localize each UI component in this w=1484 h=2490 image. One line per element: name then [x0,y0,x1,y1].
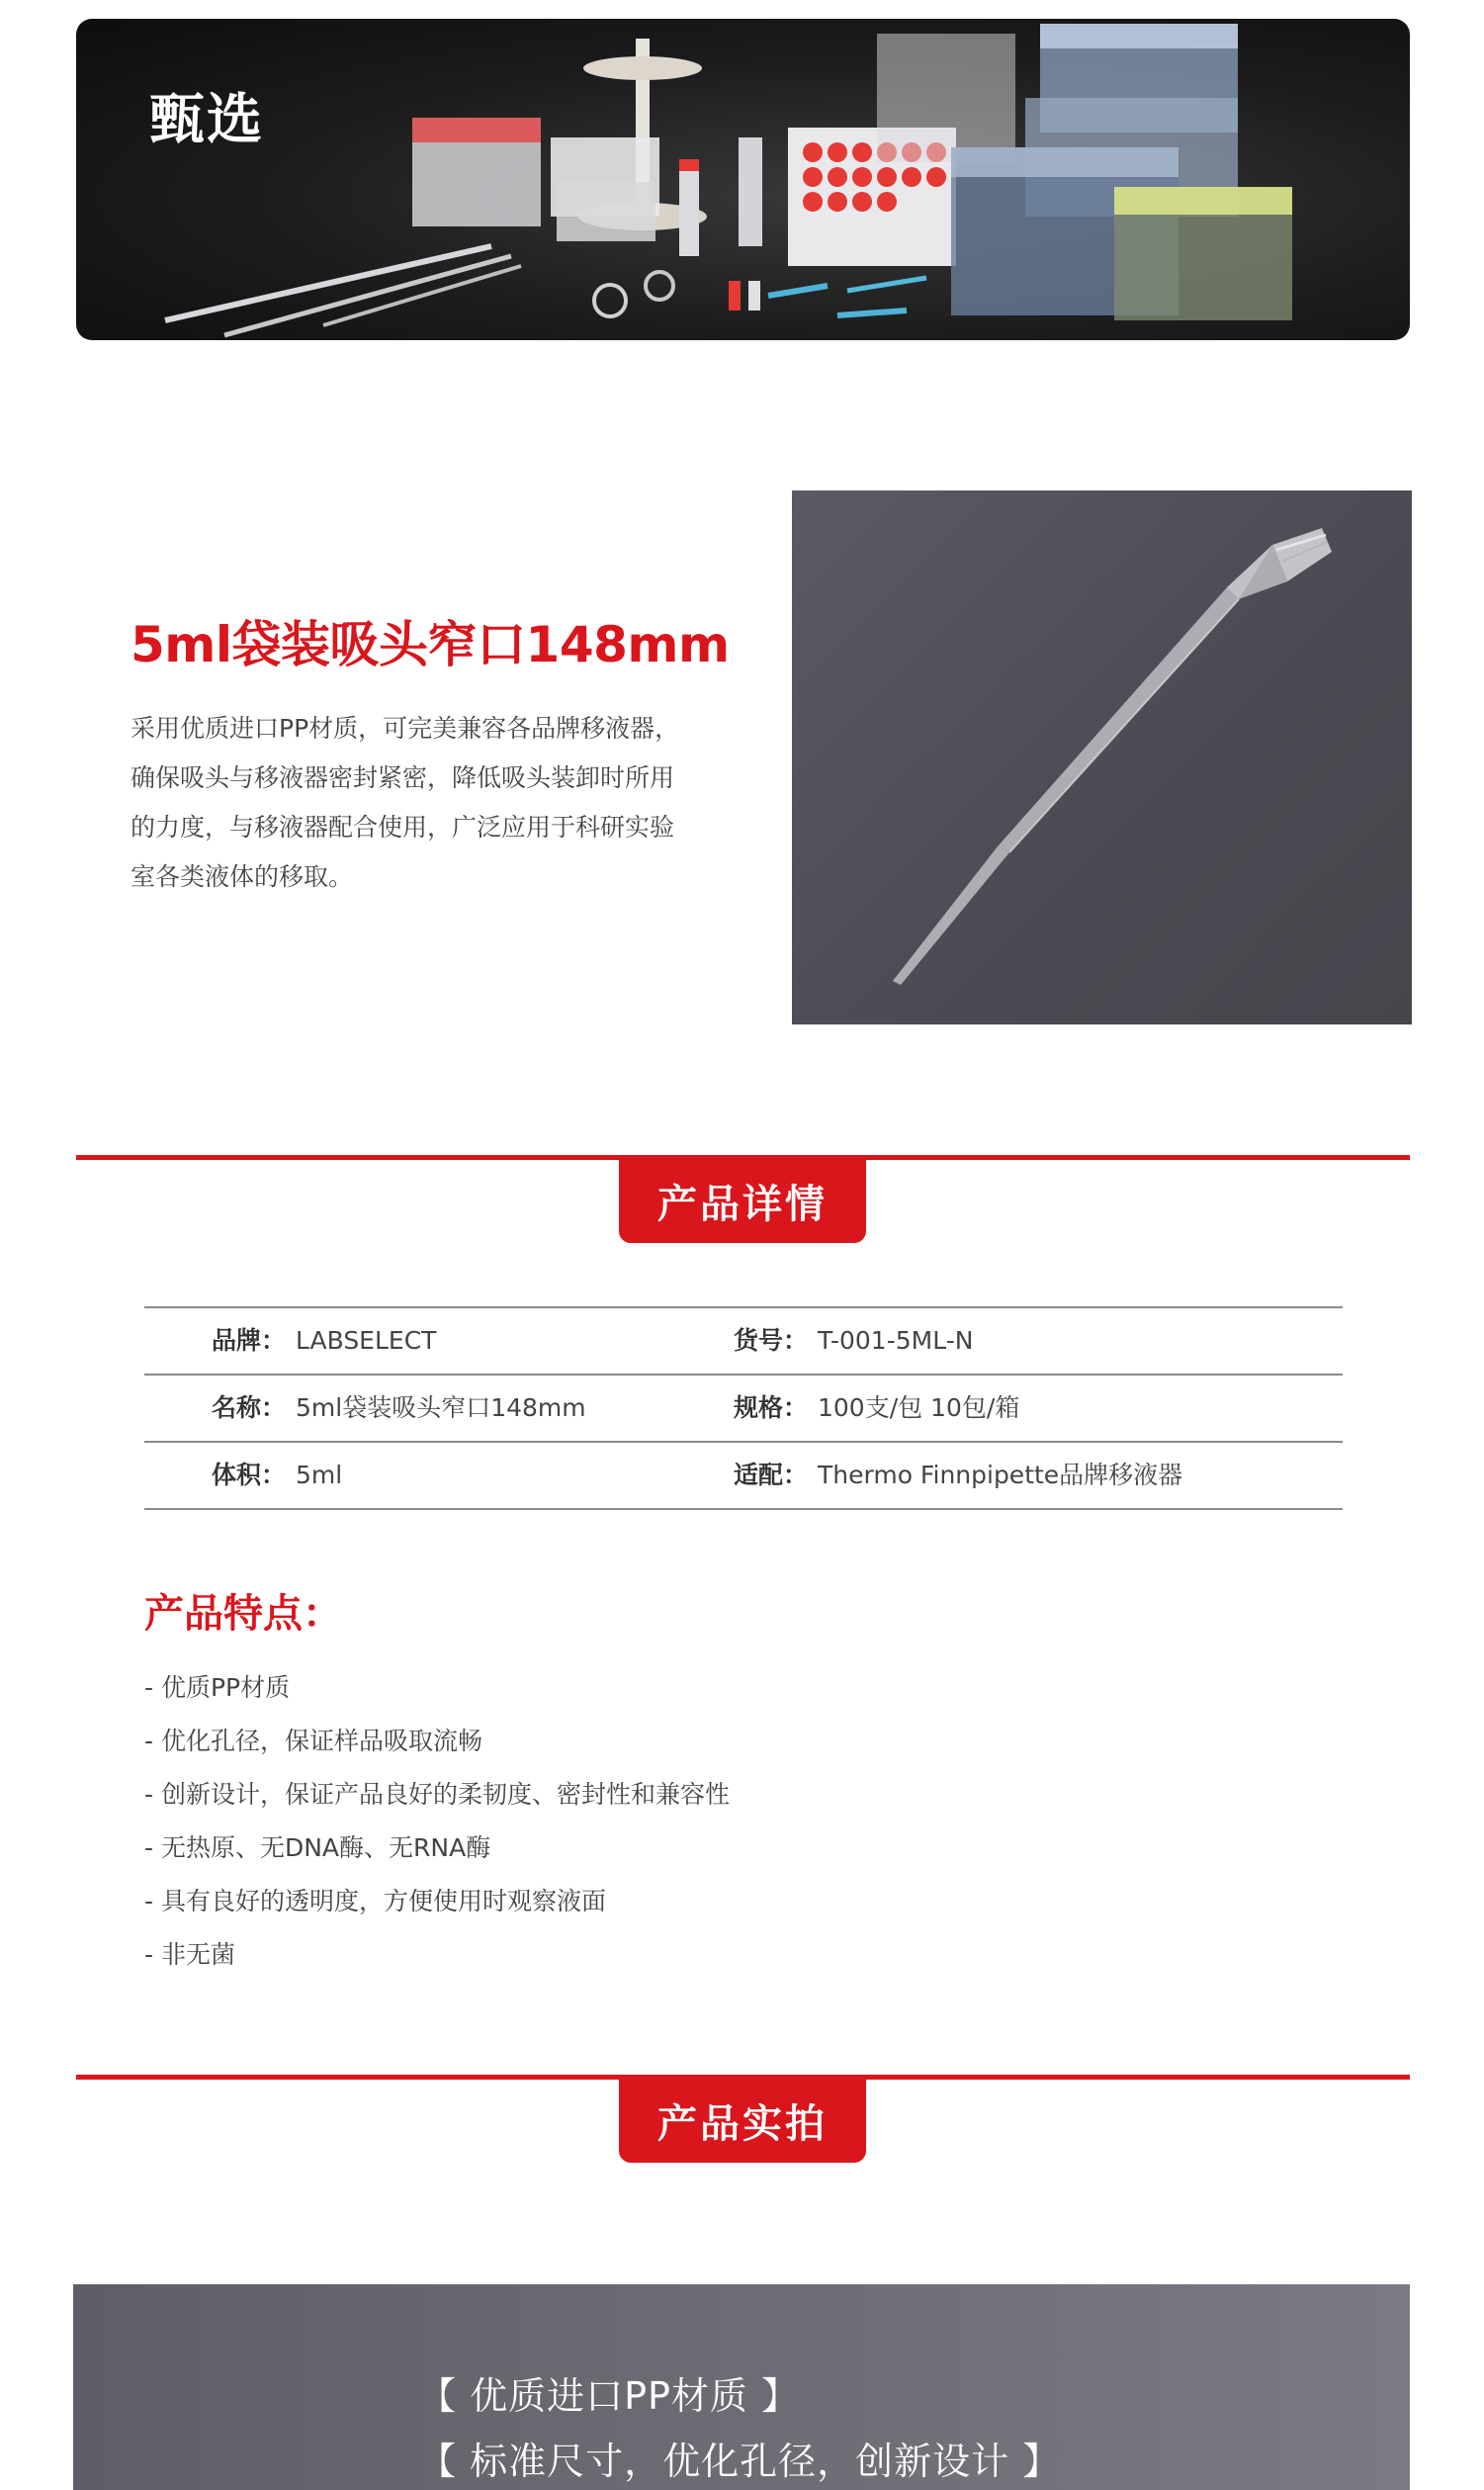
compatibility-label: 适配： [734,1461,809,1489]
name-value: 5ml袋装吸头窄口148mm [296,1393,586,1422]
list-item: - 优化孔径，保证样品吸取流畅 [144,1727,482,1755]
item-number-label: 货号： [734,1326,809,1355]
compatibility-value: Thermo Finnpipette品牌移液器 [818,1461,1183,1489]
product-description: 采用优质进口PP材质，可完美兼容各品牌移液器，确保吸头与移液器密封紧密，降低吸头装卸时所用的力度，与移液器配合使用，广泛应用于科研实验室各类液体的移取。 [131,714,680,891]
features-list [144,1661,730,1982]
pipette-tip-image [792,490,1412,1024]
list-item: - 优质PP材质 [144,1673,291,1702]
brand-value: LABSELECT [296,1326,437,1355]
product-title: 5ml袋装吸头窄口148mm [131,616,730,673]
list-item: - 无热原、无DNA酶、无RNA酶 [144,1833,491,1862]
section-title: 产品实拍 [657,2100,828,2147]
table-row [144,1376,1343,1443]
section-tab-photos [619,2078,866,2163]
lab-consumables-illustration [76,19,1410,340]
spec-value: 100支/包 10包/箱 [818,1393,1020,1422]
product-photo [792,490,1412,1024]
brand-label: 品牌： [212,1326,287,1355]
section-tab-details [619,1158,866,1243]
item-number-value: T-001-5ML-N [818,1326,974,1355]
section-header-details [76,1155,1410,1249]
section-title: 产品详情 [657,1181,828,1227]
features-title: 产品特点： [144,1591,342,1637]
section-header-photos [76,2075,1410,2169]
list-item: - 创新设计，保证产品良好的柔韧度、密封性和兼容性 [144,1780,730,1809]
volume-value: 5ml [296,1461,343,1489]
name-label: 名称： [212,1393,287,1422]
spec-table [144,1306,1343,1510]
brand-logo: 甄选 [149,88,264,152]
product-photo-panel [73,2284,1410,2490]
spec-label: 规格： [734,1393,809,1422]
hero-banner [76,19,1410,340]
list-item: - 非无菌 [144,1940,235,1969]
table-row [144,1308,1343,1376]
panel-caption-2: 【 标准尺寸，优化孔径，创新设计 】 [418,2440,1062,2483]
volume-label: 体积： [212,1461,287,1489]
table-row [144,1443,1343,1510]
list-item: - 具有良好的透明度，方便使用时观察液面 [144,1887,606,1915]
panel-caption-1: 【 优质进口PP材质 】 [418,2374,800,2418]
